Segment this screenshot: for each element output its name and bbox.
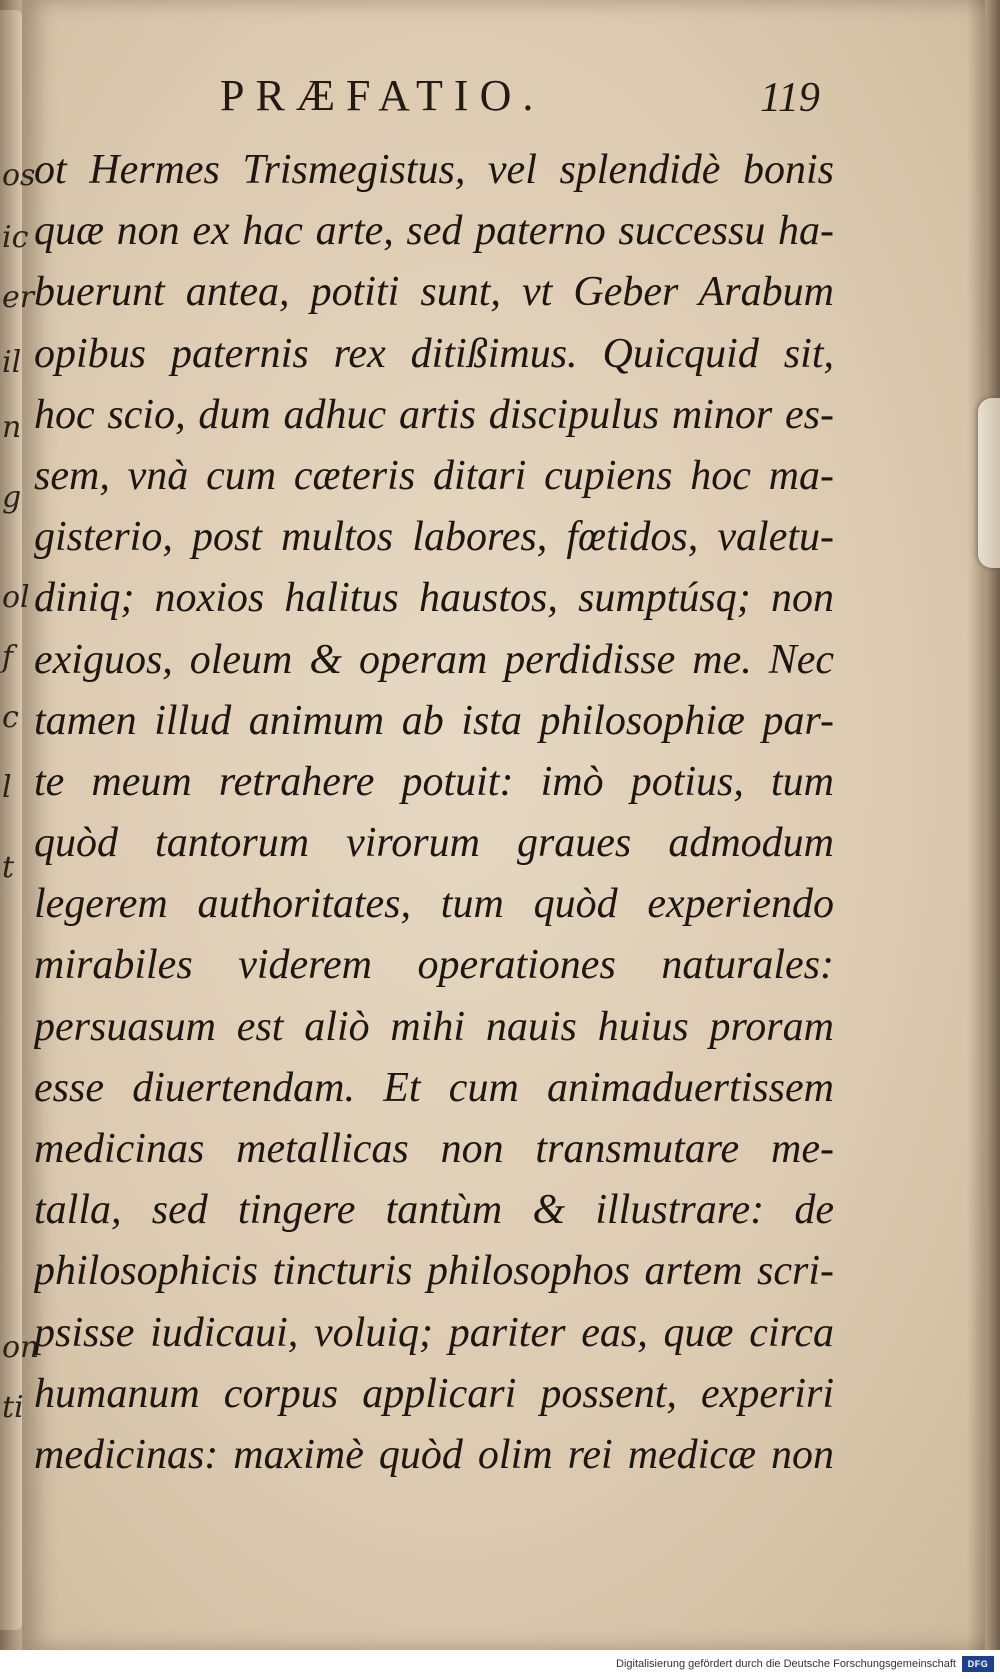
text-line: sem, vnà cum cæteris ditari cupiens hoc ma- xyxy=(34,452,834,499)
funding-credit: Digitalisierung gefördert durch die Deutsche Forschungsgemeinschaft xyxy=(616,1658,956,1670)
text-line: legerem authoritates, tum quòd experiendo xyxy=(34,881,834,928)
text-line: te meum retrahere potuit: imò potius, tum xyxy=(34,758,834,805)
margin-fragment: t xyxy=(2,850,15,885)
margin-fragment: l xyxy=(2,770,12,805)
page-header-title: PRÆFATIO. xyxy=(220,71,545,120)
text-line: tamen illud animum ab ista philosophiæ par- xyxy=(34,697,834,744)
facing-page-fragments xyxy=(0,150,40,1450)
text-line: mirabiles viderem operationes naturales: xyxy=(34,942,834,989)
text-line: persuasum est aliò mihi nauis huius proram xyxy=(34,1003,834,1050)
text-line: quæ non ex hac arte, sed paterno successu ha- xyxy=(34,208,834,255)
margin-fragment: ic xyxy=(2,220,29,255)
bookmark-tab xyxy=(978,398,1000,568)
page-fore-edge xyxy=(985,0,1000,1650)
text-line: gisterio, post multos labores, fœtidos, valetu- xyxy=(34,514,834,561)
text-line: exiguos, oleum & operam perdidisse me. Nec xyxy=(34,636,834,683)
running-head xyxy=(220,70,820,130)
margin-fragment: ti xyxy=(2,1390,24,1425)
margin-fragment: ol xyxy=(2,580,30,615)
text-line: psisse iudicaui, voluiq; pariter eas, quæ circa xyxy=(34,1309,834,1356)
text-line: medicinas metallicas non transmutare me- xyxy=(34,1126,834,1172)
text-line: esse diuertendam. Et cum animaduertissem xyxy=(34,1064,834,1111)
page-number: 119 xyxy=(760,75,820,121)
digitization-footer xyxy=(0,1650,1000,1679)
margin-fragment: g xyxy=(2,480,22,515)
margin-fragment: il xyxy=(2,345,22,380)
text-line: talla, sed tingere tantùm & illustrare: de xyxy=(34,1187,834,1234)
text-line: buerunt antea, potiti sunt, vt Geber Arabum xyxy=(34,269,834,316)
margin-fragment: on xyxy=(2,1330,40,1365)
text-line: hoc scio, dum adhuc artis discipulus minor es- xyxy=(34,391,834,438)
margin-fragment: c xyxy=(2,700,19,735)
margin-fragment: f xyxy=(2,640,14,675)
margin-fragment: os xyxy=(2,158,36,193)
dfg-logo: DFG xyxy=(962,1656,994,1672)
text-line: philosophicis tincturis philosophos artem scri- xyxy=(34,1248,834,1295)
margin-fragment: n xyxy=(2,410,22,445)
text-line: medicinas: maximè quòd olim rei medicæ non xyxy=(34,1431,834,1478)
text-line: opibus paternis rex ditißimus. Quicquid sit, xyxy=(34,330,834,377)
text-line: diniq; noxios halitus haustos, sumptúsq; non xyxy=(34,575,834,622)
text-line: quòd tantorum virorum graues admodum xyxy=(34,820,834,867)
text-line: humanum corpus applicari possent, experiri xyxy=(34,1370,834,1417)
text-line: ot Hermes Trismegistus, vel splendidè bonis xyxy=(34,147,834,193)
margin-fragment: er xyxy=(2,280,35,315)
body-text xyxy=(34,140,834,1486)
